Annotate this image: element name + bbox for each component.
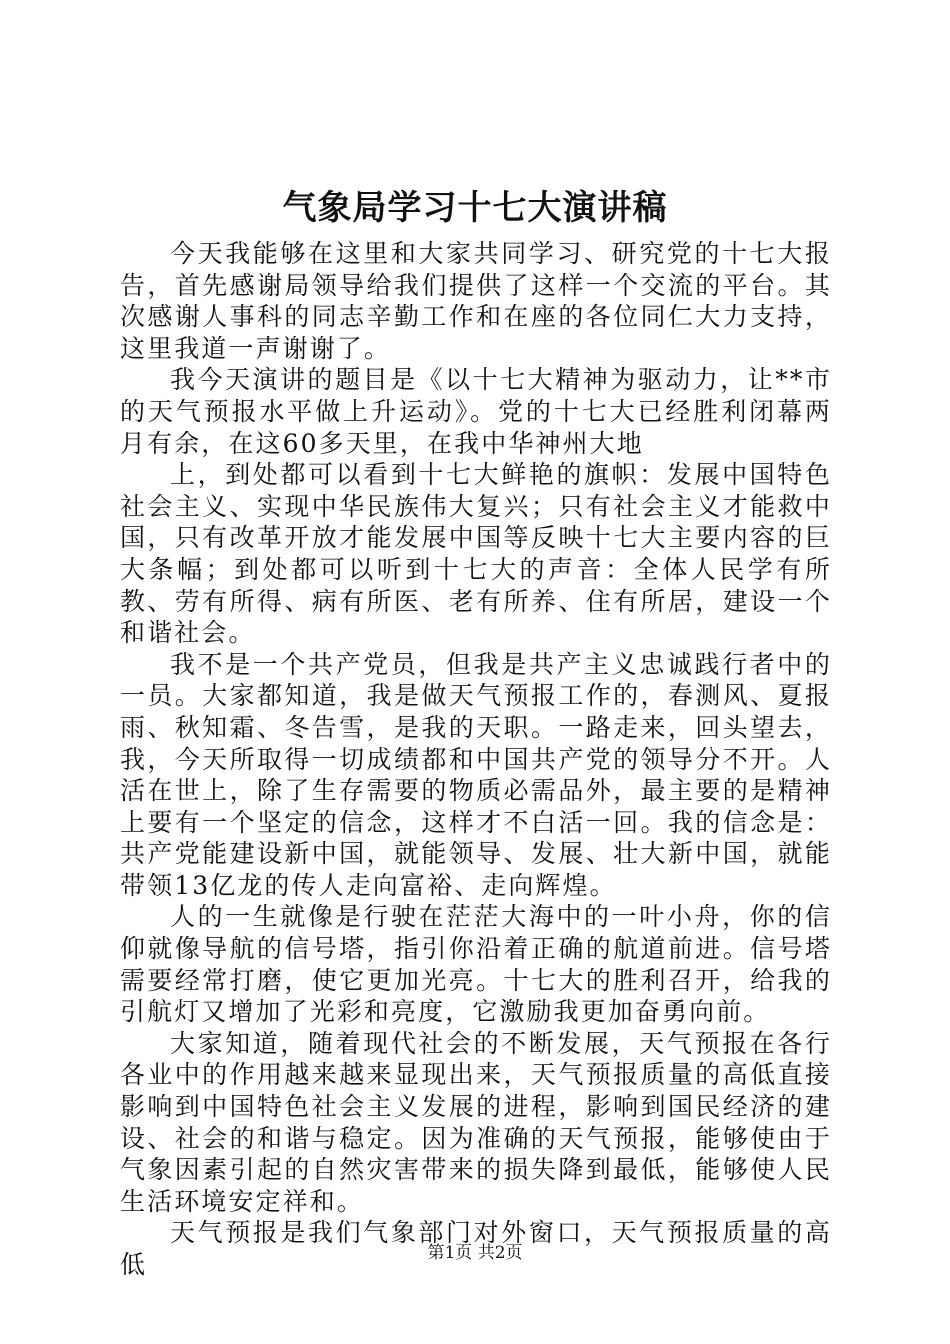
paragraph: 人的一生就像是行驶在茫茫大海中的一叶小舟，你的信仰就像导航的信号塔，指引你沿着正确的航道前进。信号塔需要经常打磨，使它更加光亮。十七大的胜利召开，给我的引航灯又增加了光彩和亮度，它激励我更加奋勇向前。	[120, 902, 832, 1027]
document-title: 气象局学习十七大演讲稿	[282, 188, 668, 228]
paragraph: 今天我能够在这里和大家共同学习、研究党的十七大报告，首先感谢局领导给我们提供了这样一个交流的平台。其次感谢人事科的同志辛勤工作和在座的各位同仁大力支持，这里我道一声谢谢了。	[120, 239, 832, 363]
paragraph: 大家知道，随着现代社会的不断发展，天气预报在各行各业中的作用越来越来显现出来，天气预报质量的高低直接影响到中国特色社会主义发展的进程，影响到国民经济的建设、社会的和谐与稳定。因为准确的天气预报，能够使由于气象因素引起的自然灾害带来的损失降到最低，能够使人民生活环境安定祥和。	[120, 1028, 832, 1216]
paragraph: 我不是一个共产党员，但我是共产主义忠诚践行者中的一员。大家都知道，我是做天气预报工作的，春测风、夏报雨、秋知霜、冬告雪，是我的天职。一路走来，回头望去，我，今天所取得一切成绩都和中国共产党的领导分不开。人活在世上，除了生存需要的物质必需品外，最主要的是精神上要有一个坚定的信念，这样才不白活一回。我的信念是：共产党能建设新中国，就能领导、发展、壮大新中国，就能带领13亿龙的传人走向富裕、走向辉煌。	[120, 649, 832, 900]
paragraph: 我今天演讲的题目是《以十七大精神为驱动力，让**市的天气预报水平做上升运动》。党的十七大已经胜利闭幕两月有余，在这60多天里，在我中华神州大地	[120, 365, 832, 458]
paragraph: 天气预报是我们气象部门对外窗口，天气预报质量的高低	[120, 1218, 832, 1279]
page-footer: 第1页 共2页	[427, 1243, 523, 1263]
document-body	[120, 238, 832, 1281]
paragraph: 上，到处都可以看到十七大鲜艳的旗帜：发展中国特色社会主义、实现中华民族伟大复兴；只有社会主义才能救中国，只有改革开放才能发展中国等反映十七大主要内容的巨大条幅；到处都可以听到十七大的声音：全体人民学有所教、劳有所得、病有所医、老有所养、住有所居，建设一个和谐社会。	[120, 460, 832, 648]
